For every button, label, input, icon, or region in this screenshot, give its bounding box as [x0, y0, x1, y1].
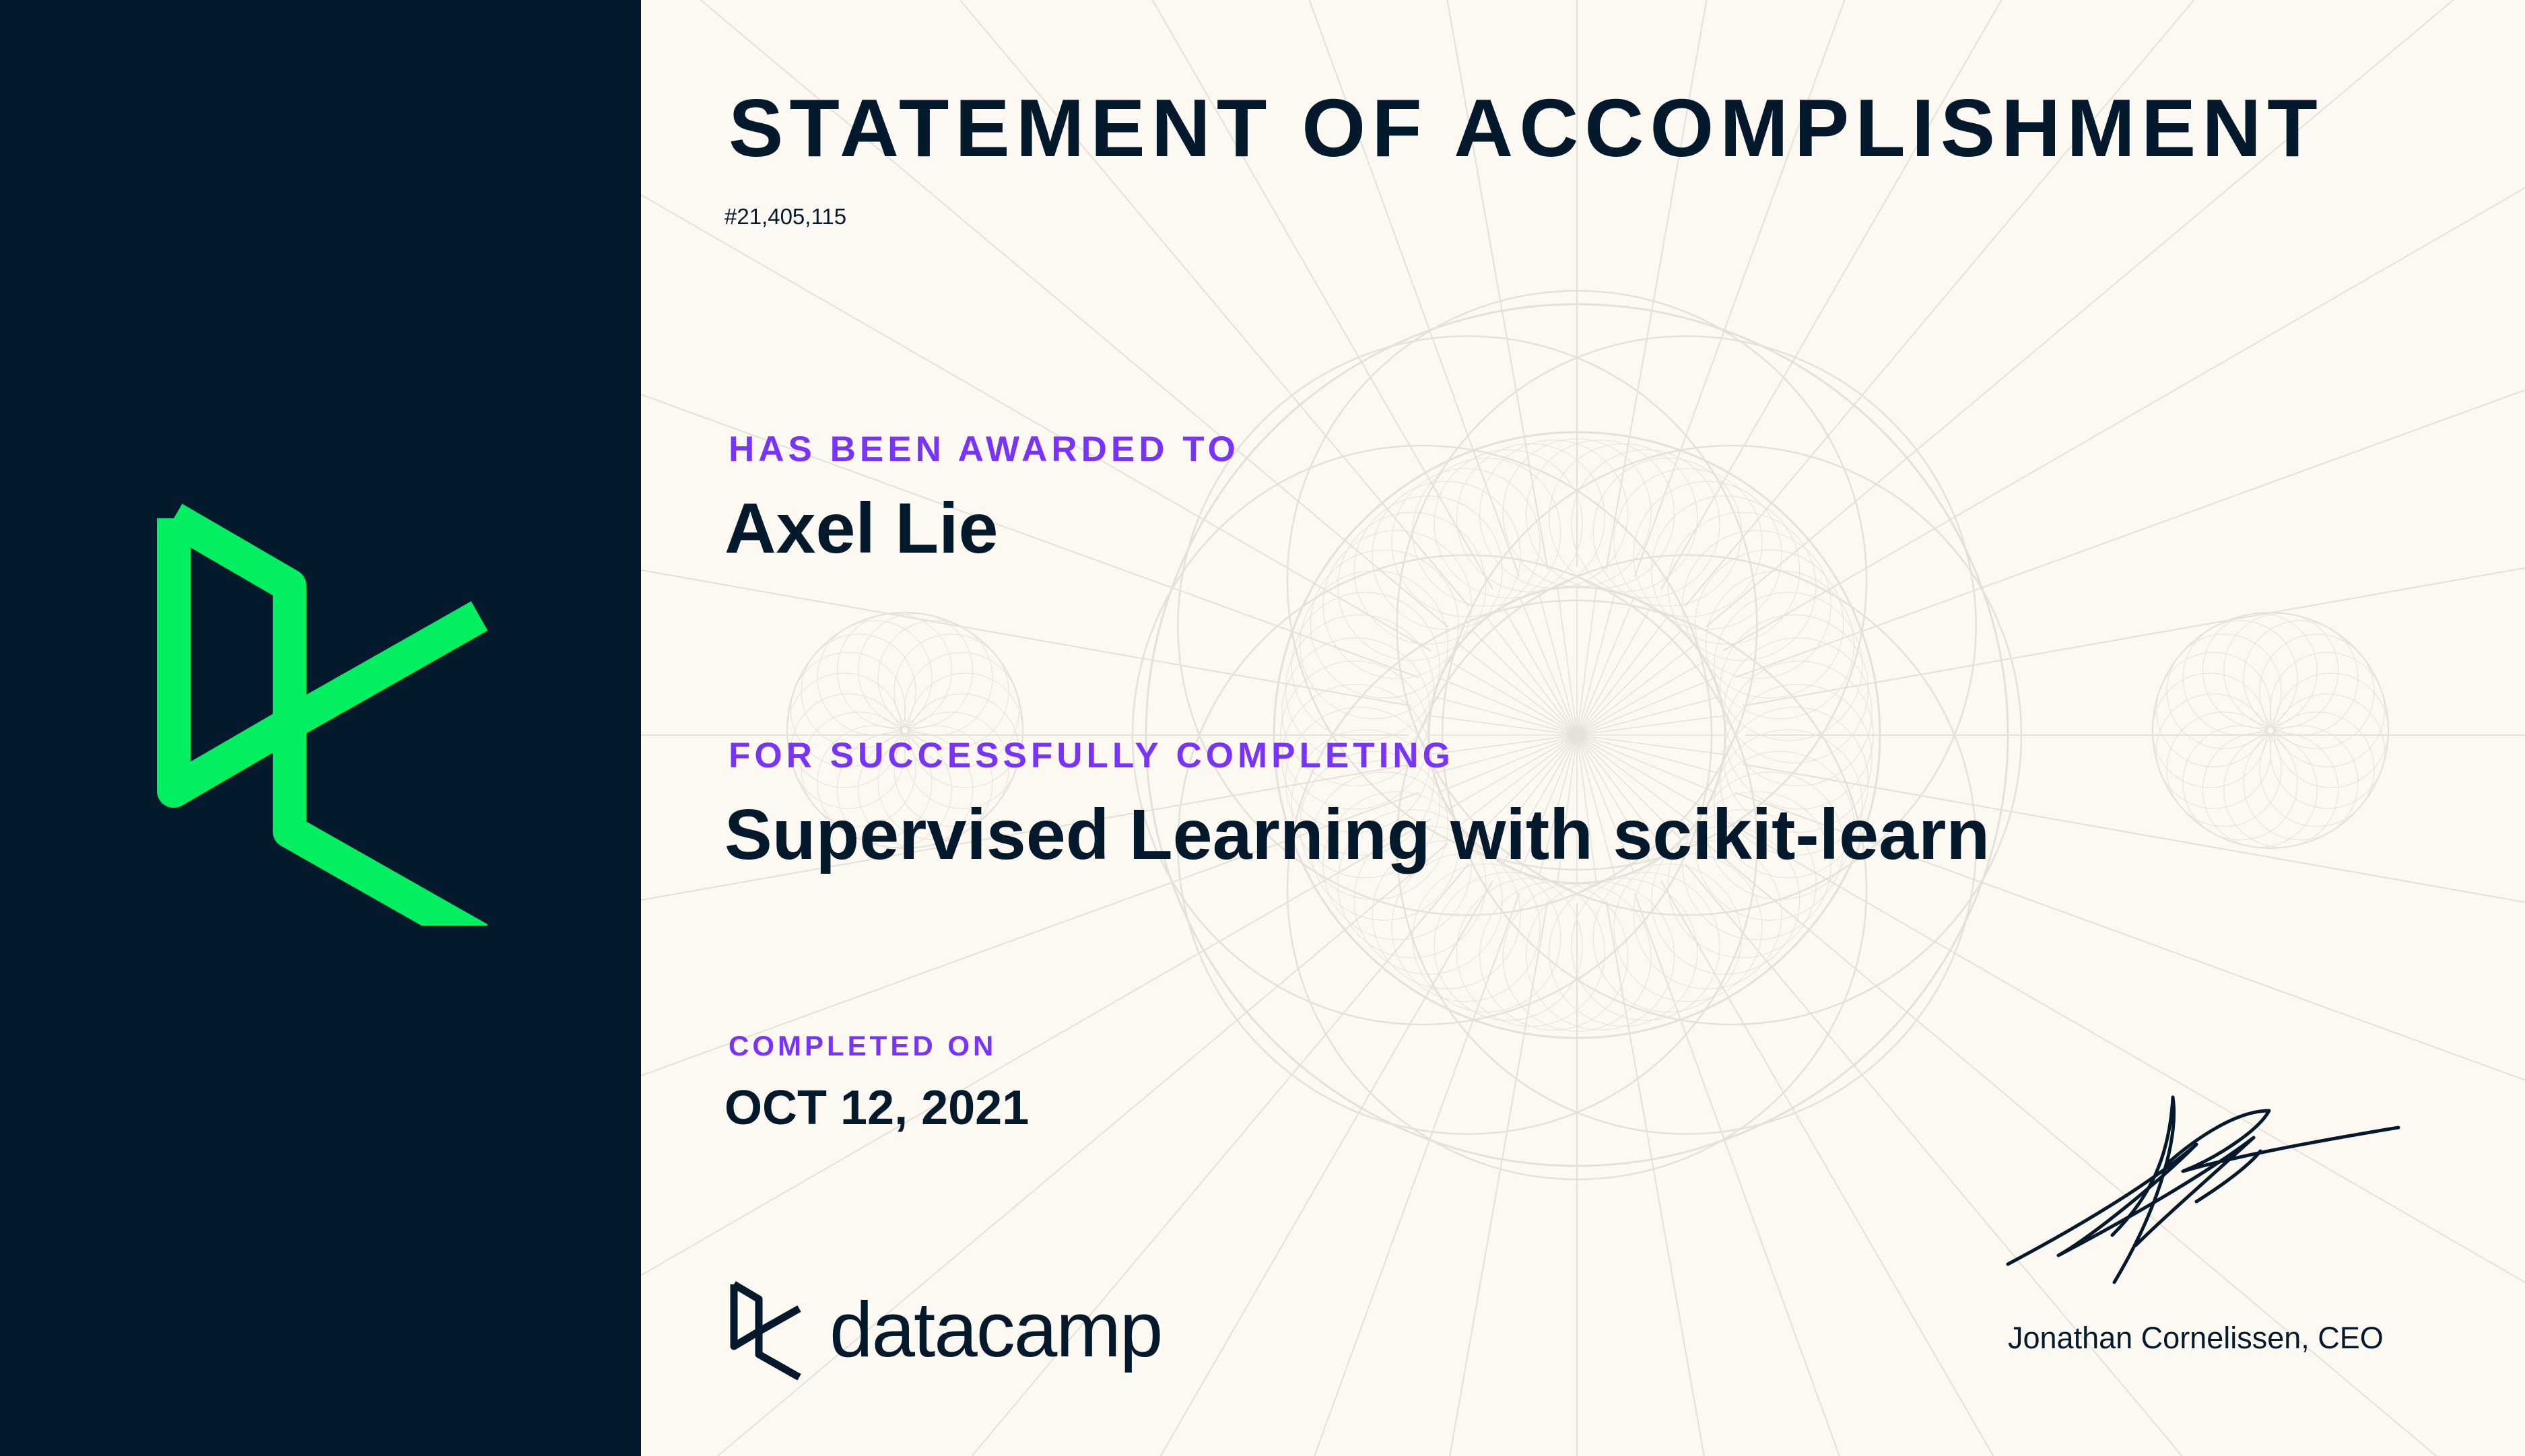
datacamp-brand — [729, 1276, 1162, 1383]
certificate-title: STATEMENT OF ACCOMPLISHMENT — [729, 82, 2324, 174]
datacamp-logo-icon — [729, 1279, 803, 1380]
completed-date: OCT 12, 2021 — [725, 1081, 1030, 1135]
completed-on-label: COMPLETED ON — [729, 1030, 997, 1062]
recipient-name: Axel Lie — [725, 489, 999, 568]
course-name: Supervised Learning with scikit-learn — [725, 795, 1990, 874]
certificate-number: #21,405,115 — [725, 204, 847, 229]
awarded-label: HAS BEEN AWARDED TO — [729, 429, 1240, 469]
datacamp-logo-icon — [155, 495, 492, 926]
ceo-signature — [1994, 1084, 2412, 1292]
completing-label: FOR SUCCESSFULLY COMPLETING — [729, 736, 1454, 775]
datacamp-wordmark: datacamp — [830, 1286, 1162, 1373]
certificate-body — [641, 0, 2525, 1456]
signer-name: Jonathan Cornelissen, CEO — [2008, 1321, 2384, 1355]
sidebar-panel — [0, 0, 641, 1456]
